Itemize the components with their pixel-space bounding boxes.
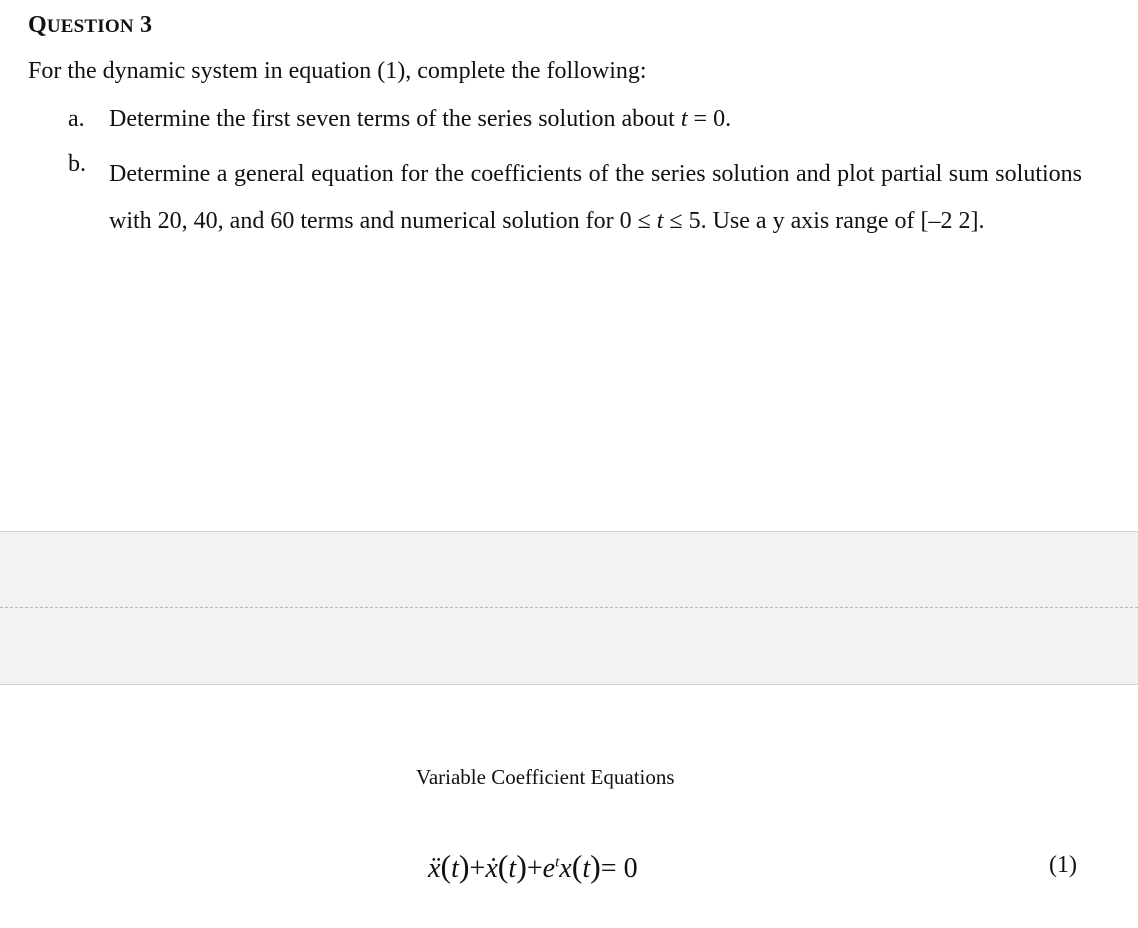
item-a-marker: a. <box>68 106 85 132</box>
question-heading-rest: UESTION <box>46 16 134 37</box>
item-b-marker: b. <box>68 151 86 177</box>
page-break-divider <box>0 607 1138 608</box>
equation-plus-1: + <box>469 853 486 884</box>
equation-caption: Variable Coefficient Equations <box>416 765 675 789</box>
equation-t-2: t <box>508 853 517 884</box>
question-heading <box>28 12 152 39</box>
equation-t-1: t <box>451 853 459 884</box>
equation-exponent: t <box>555 854 560 871</box>
equation-t-3: t <box>582 853 591 884</box>
item-a-text-before: Determine the first seven terms of the series solution about <box>109 106 681 132</box>
item-b-variable: t <box>656 207 664 234</box>
equation-1: $ẍ(t)+ẋ(t)+e^tx(t)= 0$ <box>428 848 638 884</box>
question-heading-initial: Q <box>28 12 47 38</box>
equation-number: (1) <box>1049 852 1077 878</box>
equation-plus-2: + <box>526 853 543 884</box>
equation-x-ddot: ẍ <box>428 853 441 884</box>
page-break-band <box>0 531 1138 685</box>
equation-x: x <box>559 853 572 884</box>
item-b-text-part1: Determine a general equation for the coefficients of the series solution and plot partial sum solutions with 20, 40, and 60 terms and numerical solution for 0 ≤ <box>109 161 1082 234</box>
equation-rhs: = 0 <box>600 853 638 884</box>
equation-e: e <box>542 853 556 884</box>
item-b-text-part2: ≤ 5. Use a y axis range of [–2 2]. <box>663 207 985 234</box>
item-b-text <box>109 151 1082 244</box>
item-a-variable: t <box>680 106 688 132</box>
question-number: 3 <box>140 12 153 38</box>
intro-text: For the dynamic system in equation (1), complete the following: <box>28 58 647 84</box>
equation-x-dot: ẋ <box>485 853 498 884</box>
item-a-text <box>109 106 731 133</box>
item-a-text-after: = 0. <box>687 106 732 132</box>
